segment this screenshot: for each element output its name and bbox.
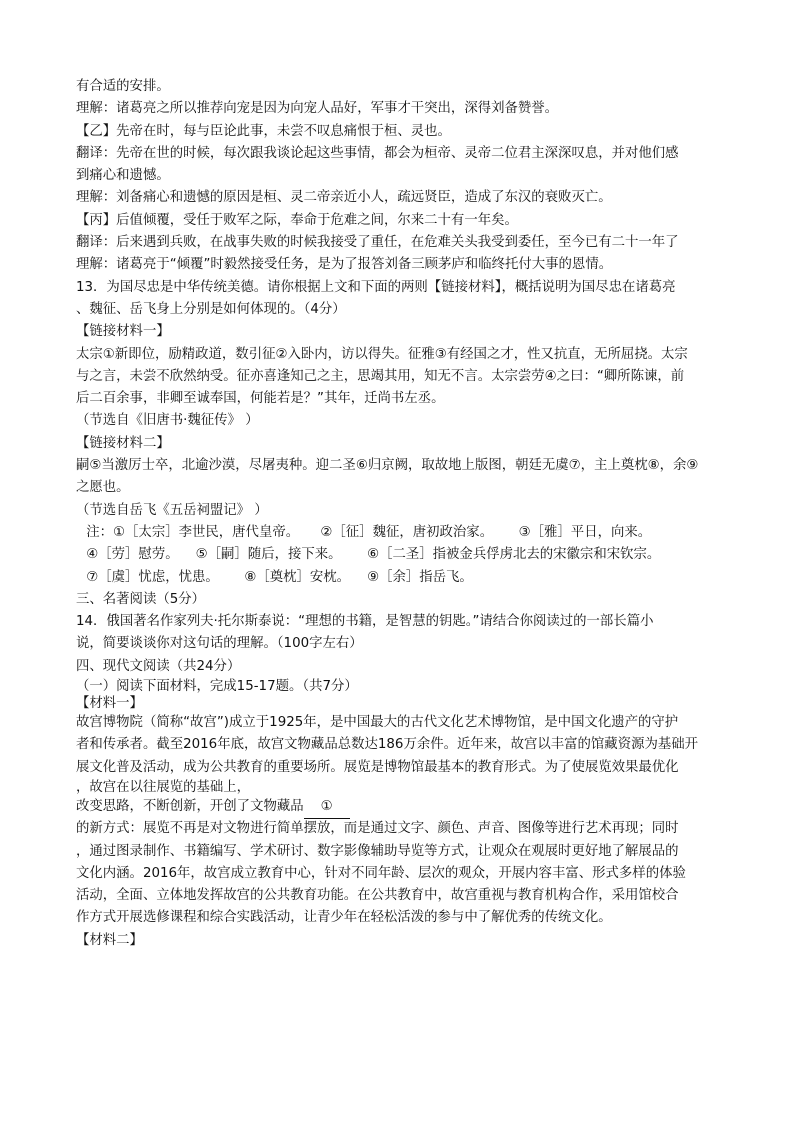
text-line: 翻译：后来遇到兵败，在战事失败的时候我接受了重任，在危难关头我受到委任，至今已有二十一年了: [76, 235, 679, 251]
text-line: 作方式开展选修课程和综合实践活动，让青少年在轻松活泼的参与中了解优秀的传统文化。: [76, 910, 612, 926]
text-line: 之愿也。: [76, 480, 130, 496]
text-line: 、魏征、岳飞身上分别是如何体现的。（4分）: [76, 301, 346, 317]
question-13: 13．为国尽忠是中华传统美德。请你根据上文和下面的两则【链接材料】，概括说明为国尽忠在诸葛亮: [76, 279, 676, 295]
text-line: 活动，全面、立体地发挥故宫的公共教育功能。在公共教育中，故宫重视与教育机构合作，采用馆校合: [76, 888, 679, 904]
question-14: 14．俄国著名作家列夫·托尔斯泰说：“理想的书籍，是智慧的钥匙。”请结合你阅读过的一部长篇小: [76, 614, 654, 630]
text-line: 嗣⑤当激厉士卒，北逾沙漠，尽屠夷种。迎二圣⑥归京阙，取故地上版图，朝廷无虞⑦，主上奠枕⑧，余⑨: [76, 458, 699, 474]
section-heading: 四、现代文阅读（共24分）: [76, 658, 241, 674]
sub-heading: （一）阅读下面材料，完成15-17题。（共7分）: [76, 679, 358, 695]
footnote-line: 注：①［太宗］李世民，唐代皇帝。 ②［征］魏征，唐初政治家。 ③［雅］平日，向来。: [82, 524, 652, 540]
text-line: 文化内涵。2016年，故宫成立教育中心，针对不同年龄、层次的观众，开展内容丰富、形式多样的体验: [76, 865, 686, 881]
section-heading: 三、名著阅读（5分）: [76, 591, 206, 607]
text-line: 【丙】后值倾覆，受任于败军之际，奉命于危难之间，尔来二十有一年矣。: [76, 212, 518, 228]
text-line: 翻译：先帝在世的时候，每次跟我谈论起这些事情，都会为桓帝、灵帝二位君主深深叹息，并对他们感: [76, 145, 679, 161]
text-line: 者和传承者。截至2016年底，故宫文物藏品总数达186万余件。近年来，故宫以丰富的馆藏资源为基础开: [76, 737, 699, 753]
text-line-with-blank: [76, 796, 716, 818]
text-line: 太宗①新即位，励精政道，数引征②入卧内，访以得失。征雅③有经国之才，性又抗直，无所屈挠。太宗: [76, 346, 688, 362]
text-line: 理解：诸葛亮之所以推荐向宠是因为向宠人品好，军事才干突出，深得刘备赞誉。: [76, 101, 559, 117]
text-line: 到痛心和遗憾。: [76, 168, 170, 184]
blank-prefix: 改变思路，不断创新，开创了文物藏品: [76, 798, 304, 814]
text-line: 的新方式：展览不再是对文物进行简单摆放，而是通过文字、颜色、声音、图像等进行艺术再现；同时: [76, 821, 679, 837]
text-line: 有合适的安排。: [76, 79, 170, 94]
section-heading: 【材料一】: [76, 696, 143, 712]
text-line: 理解：诸葛亮于“倾覆”时毅然接受任务，是为了报答刘备三顾茅庐和临终托付大事的恩情。: [76, 257, 613, 273]
section-heading: 【链接材料一】: [76, 324, 170, 340]
section-heading: 【材料二】: [76, 932, 143, 948]
text-line: ，故宫在以往展览的基础上，: [76, 779, 251, 795]
fill-in-blank: ①: [304, 796, 350, 819]
footnote-line: ⑦［虞］忧虑，忧患。 ⑧［奠枕］安枕。 ⑨［余］指岳飞。: [82, 569, 473, 585]
text-line: 展文化普及活动，成为公共教育的重要场所。展览是博物馆最基本的教育形式。为了使展览效果最优化: [76, 759, 679, 775]
text-line: 【乙】先帝在时，每与臣论此事，未尝不叹息痛恨于桓、灵也。: [76, 123, 451, 139]
text-line: 说，简要谈谈你对这句话的理解。（100字左右）: [76, 636, 363, 652]
source-note: （节选自《旧唐书·魏征传》 ）: [76, 413, 259, 429]
source-note: （节选自岳飞《五岳祠盟记》 ）: [76, 502, 268, 518]
section-heading: 【链接材料二】: [76, 435, 170, 451]
text-line: 理解：刘备痛心和遗憾的原因是桓、灵二帝亲近小人，疏远贤臣，造成了东汉的衰败灭亡。: [76, 190, 612, 206]
footnote-line: ④［劳］慰劳。 ⑤［嗣］随后，接下来。 ⑥［二圣］指被金兵俘虏北去的宋徽宗和宋钦宗。: [82, 547, 661, 563]
document-page: [76, 76, 716, 952]
text-line: 与之言，未尝不欣然纳受。征亦喜逢知己之主，思竭其用，知无不言。太宗尝劳④之曰：“卿所陈谏，前: [76, 368, 685, 384]
text-line: 故宫博物院（简称“故宫”)成立于1925年，是中国最大的古代文化艺术博物馆，是中国文化遗产的守护: [76, 715, 679, 731]
text-line: ，通过图录制作、书籍编写、学术研讨、数字影像辅助导览等方式，让观众在观展时更好地了解展品的: [76, 843, 679, 859]
text-line: 后二百余事，非卿至诚奉国，何能若是？”其年，迁尚书左丞。: [76, 391, 445, 407]
